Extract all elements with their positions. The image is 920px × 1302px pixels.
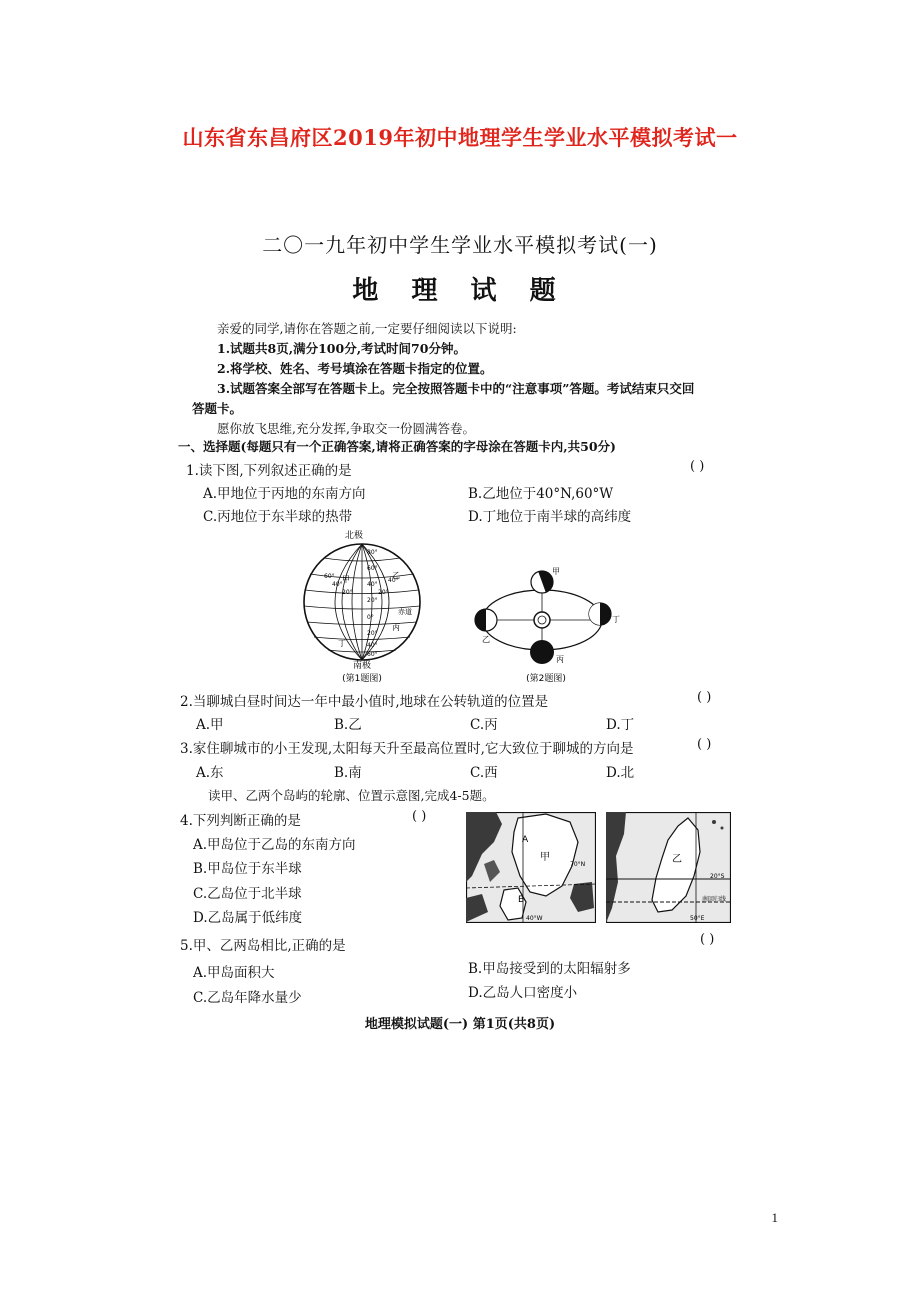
map-label-yi: 乙 xyxy=(672,854,682,865)
instruction-item: 答题卡。 xyxy=(192,401,243,416)
figure-1-caption: (第1题图) xyxy=(342,674,382,684)
instruction-item: 2.将学校、姓名、考号填涂在答题卡指定的位置。 xyxy=(217,361,493,376)
globe-place-ding: 丁 xyxy=(338,639,346,648)
question-2-option-a: A.甲 xyxy=(196,717,224,733)
island-jia-map xyxy=(466,812,596,923)
globe-south-pole-label: 南极 xyxy=(352,661,372,671)
globe-lon-label: 20° xyxy=(342,589,353,596)
question-4-option-c: C.乙岛位于北半球 xyxy=(193,886,302,902)
globe-place-bing: 丙 xyxy=(392,623,400,632)
instructions-wish: 愿你放飞思维,充分发挥,争取交一份圆满答卷。 xyxy=(217,421,475,436)
question-5-option-a: A.甲岛面积大 xyxy=(193,965,275,981)
question-2-stem: 2.当聊城白昼时间达一年中最小值时,地球在公转轨道的位置是 xyxy=(180,694,549,710)
answer-blank: ( ) xyxy=(412,809,427,824)
answer-blank: ( ) xyxy=(700,932,715,947)
globe-place-jia: 甲 xyxy=(342,575,350,584)
answer-blank: ( ) xyxy=(690,459,705,474)
figure-1-globe xyxy=(296,526,432,686)
orbit-position-jia: 甲 xyxy=(552,567,560,576)
exam-title: 二〇一九年初中学生学业水平模拟考试(一) xyxy=(262,233,658,257)
globe-north-pole-label: 北极 xyxy=(344,531,364,541)
map-label-a: A xyxy=(522,835,529,845)
map-tropic-label: 南回归线 xyxy=(702,896,727,903)
map-label-jia: 甲 xyxy=(540,852,550,863)
subject-title: 地 理 试 题 xyxy=(352,276,568,306)
question-3-option-d: D.北 xyxy=(606,765,635,781)
globe-lat-label: 60° xyxy=(367,651,378,658)
island-yi-map xyxy=(606,812,731,923)
answer-blank: ( ) xyxy=(697,690,712,705)
globe-lon-label: 60° xyxy=(324,573,335,580)
question-1-option-a: A.甲地位于丙地的东南方向 xyxy=(203,486,366,502)
map-label-b: B xyxy=(518,895,525,905)
section-title: 一、选择题(每题只有一个正确答案,请将正确答案的字母涂在答题卡内,共50分) xyxy=(178,439,616,454)
question-1-option-c: C.丙地位于东半球的热带 xyxy=(203,509,353,525)
question-5-option-b: B.甲岛接受到的太阳辐射多 xyxy=(468,961,631,977)
question-4-option-d: D.乙岛属于低纬度 xyxy=(193,910,303,926)
globe-equator-label: 赤道 xyxy=(398,608,412,616)
document-title: 山东省东昌府区2019年初中地理学生学业水平模拟考试一 xyxy=(182,125,738,150)
globe-lat-label: 20° xyxy=(367,597,378,604)
question-2-option-b: B.乙 xyxy=(334,717,362,733)
question-2-option-c: C.丙 xyxy=(470,717,498,733)
orbit-position-bing: 丙 xyxy=(556,655,564,664)
globe-lon-label: 40° xyxy=(332,581,343,588)
map-lat-label: 20°S xyxy=(710,873,725,880)
globe-place-yi: 乙 xyxy=(392,571,400,580)
reading-passage: 读甲、乙两个岛屿的轮廓、位置示意图,完成4-5题。 xyxy=(208,788,495,803)
question-3-option-a: A.东 xyxy=(196,765,224,781)
map-lon-label: 40°W xyxy=(526,915,543,922)
question-4-option-a: A.甲岛位于乙岛的东南方向 xyxy=(193,837,356,853)
question-4-option-b: B.甲岛位于东半球 xyxy=(193,861,302,877)
globe-lat-label: 80° xyxy=(367,549,378,556)
globe-lon-label: 40° xyxy=(388,577,399,584)
question-3-option-c: C.西 xyxy=(470,765,498,781)
instructions-greeting: 亲爱的同学,请你在答题之前,一定要仔细阅读以下说明: xyxy=(217,321,517,336)
map-lon-label: 50°E xyxy=(690,915,705,922)
map-lat-label: 70°N xyxy=(570,861,586,868)
question-2-option-d: D.丁 xyxy=(606,717,635,733)
question-5-option-c: C.乙岛年降水量少 xyxy=(193,990,302,1006)
globe-lat-label: 20° xyxy=(367,630,378,637)
globe-lat-label: 60° xyxy=(367,565,378,572)
page-footer: 地理模拟试题(一) 第1页(共8页) xyxy=(364,1017,556,1032)
answer-blank: ( ) xyxy=(697,737,712,752)
orbit-position-yi: 乙 xyxy=(482,635,490,644)
instruction-item: 1.试题共8页,满分100分,考试时间70分钟。 xyxy=(217,341,466,356)
figure-2-caption: (第2题图) xyxy=(526,674,566,684)
page-number: 1 xyxy=(771,1210,778,1225)
globe-lat-label: 40° xyxy=(367,642,378,649)
globe-lat-label: 0° xyxy=(367,614,374,621)
question-5-stem: 5.甲、乙两岛相比,正确的是 xyxy=(180,938,346,954)
question-3-stem: 3.家住聊城市的小王发现,太阳每天升至最高位置时,它大致位于聊城的方向是 xyxy=(180,741,634,757)
orbit-position-ding: 丁 xyxy=(612,615,620,624)
question-5-option-d: D.乙岛人口密度小 xyxy=(468,985,578,1001)
question-4-stem: 4.下列判断正确的是 xyxy=(180,813,301,829)
question-3-option-b: B.南 xyxy=(334,765,362,781)
globe-lat-label: 40° xyxy=(367,581,378,588)
globe-lon-label: 20° xyxy=(378,589,389,596)
question-1-stem: 1.读下图,下列叙述正确的是 xyxy=(186,463,352,479)
instruction-item: 3.试题答案全部写在答题卡上。完全按照答题卡中的“注意事项”答题。考试结束只交回 xyxy=(217,381,695,396)
figure-2-orbit xyxy=(466,560,626,686)
question-1-option-d: D.丁地位于南半球的高纬度 xyxy=(468,509,632,525)
question-1-option-b: B.乙地位于40°N,60°W xyxy=(468,486,614,502)
